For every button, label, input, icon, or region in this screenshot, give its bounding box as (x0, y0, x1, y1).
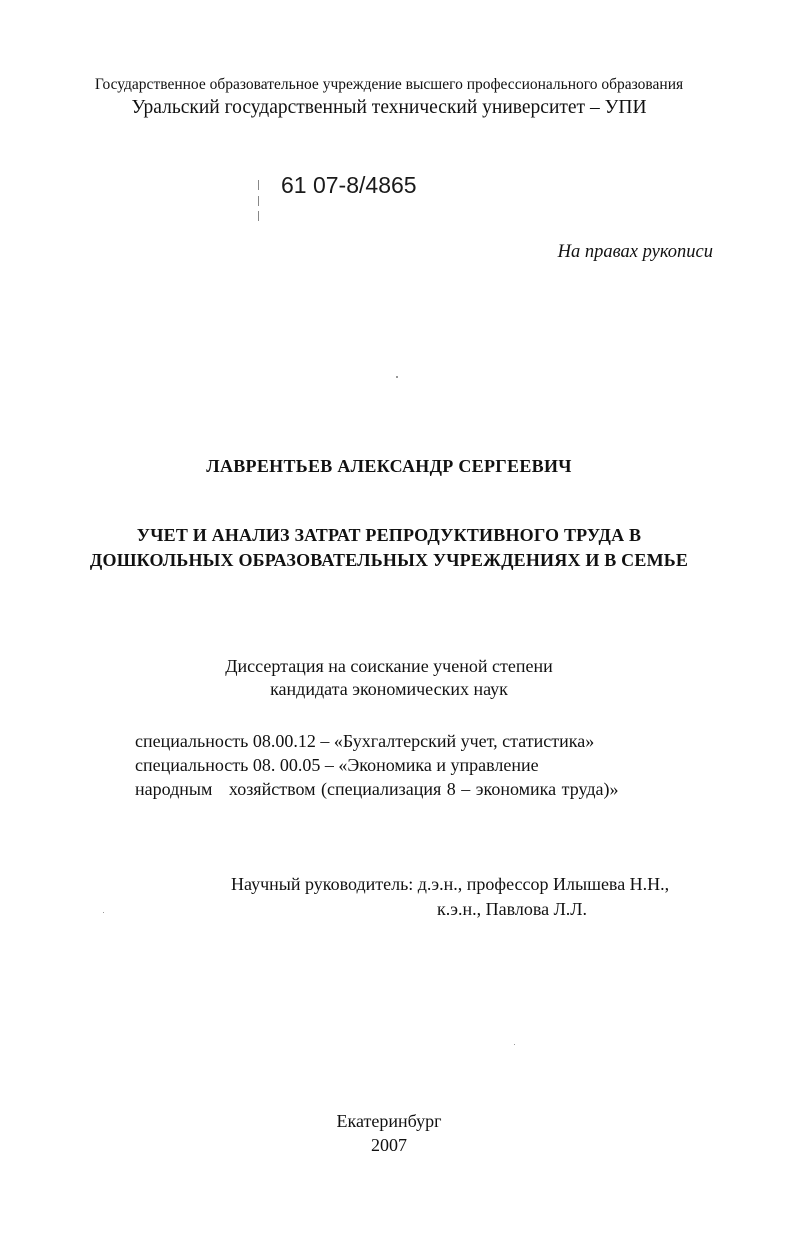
thesis-title-line-1: УЧЕТ И АНАЛИЗ ЗАТРАТ РЕПРОДУКТИВНОГО ТРУДА В (136, 525, 642, 545)
stamp-mark (258, 180, 259, 190)
supervisor-line-1: Научный руководитель: д.э.н., профессор Илышева Н.Н., (231, 874, 670, 894)
scan-speck (396, 376, 398, 378)
stamp-mark (258, 211, 259, 221)
institution-line-1: Государственное образовательное учреждение высшего профессионального образования (94, 76, 684, 93)
scan-speck (514, 1044, 515, 1045)
year: 2007 (371, 1135, 407, 1155)
stamp-mark (258, 196, 259, 206)
specialty-line-2: специальность 08. 00.05 – «Экономика и управление (135, 755, 539, 775)
institution-line-2: Уральский государственный технический университет – УПИ (131, 97, 647, 118)
author-name: ЛАВРЕНТЬЕВ АЛЕКСАНДР СЕРГЕЕВИЧ (206, 456, 572, 476)
scan-speck (103, 912, 104, 913)
specialty-line-1: специальность 08.00.12 – «Бухгалтерский учет, статистика» (135, 731, 595, 751)
specialty-line-3: народным хозяйством (специализация 8 – экономика труда)» (135, 779, 619, 799)
supervisor-line-2: к.э.н., Павлова Л.Л. (437, 899, 588, 919)
manuscript-rights-note: На правах рукописи (557, 242, 713, 262)
library-stamp-code: 61 07-8/4865 (281, 172, 417, 198)
city: Екатеринбург (336, 1111, 442, 1131)
dissertation-degree-line-1: Диссертация на соискание ученой степени (225, 656, 553, 676)
dissertation-degree-line-2: кандидата экономических наук (270, 679, 508, 699)
thesis-title-line-2: ДОШКОЛЬНЫХ ОБРАЗОВАТЕЛЬНЫХ УЧРЕЖДЕНИЯХ И В СЕМЬЕ (89, 550, 689, 570)
